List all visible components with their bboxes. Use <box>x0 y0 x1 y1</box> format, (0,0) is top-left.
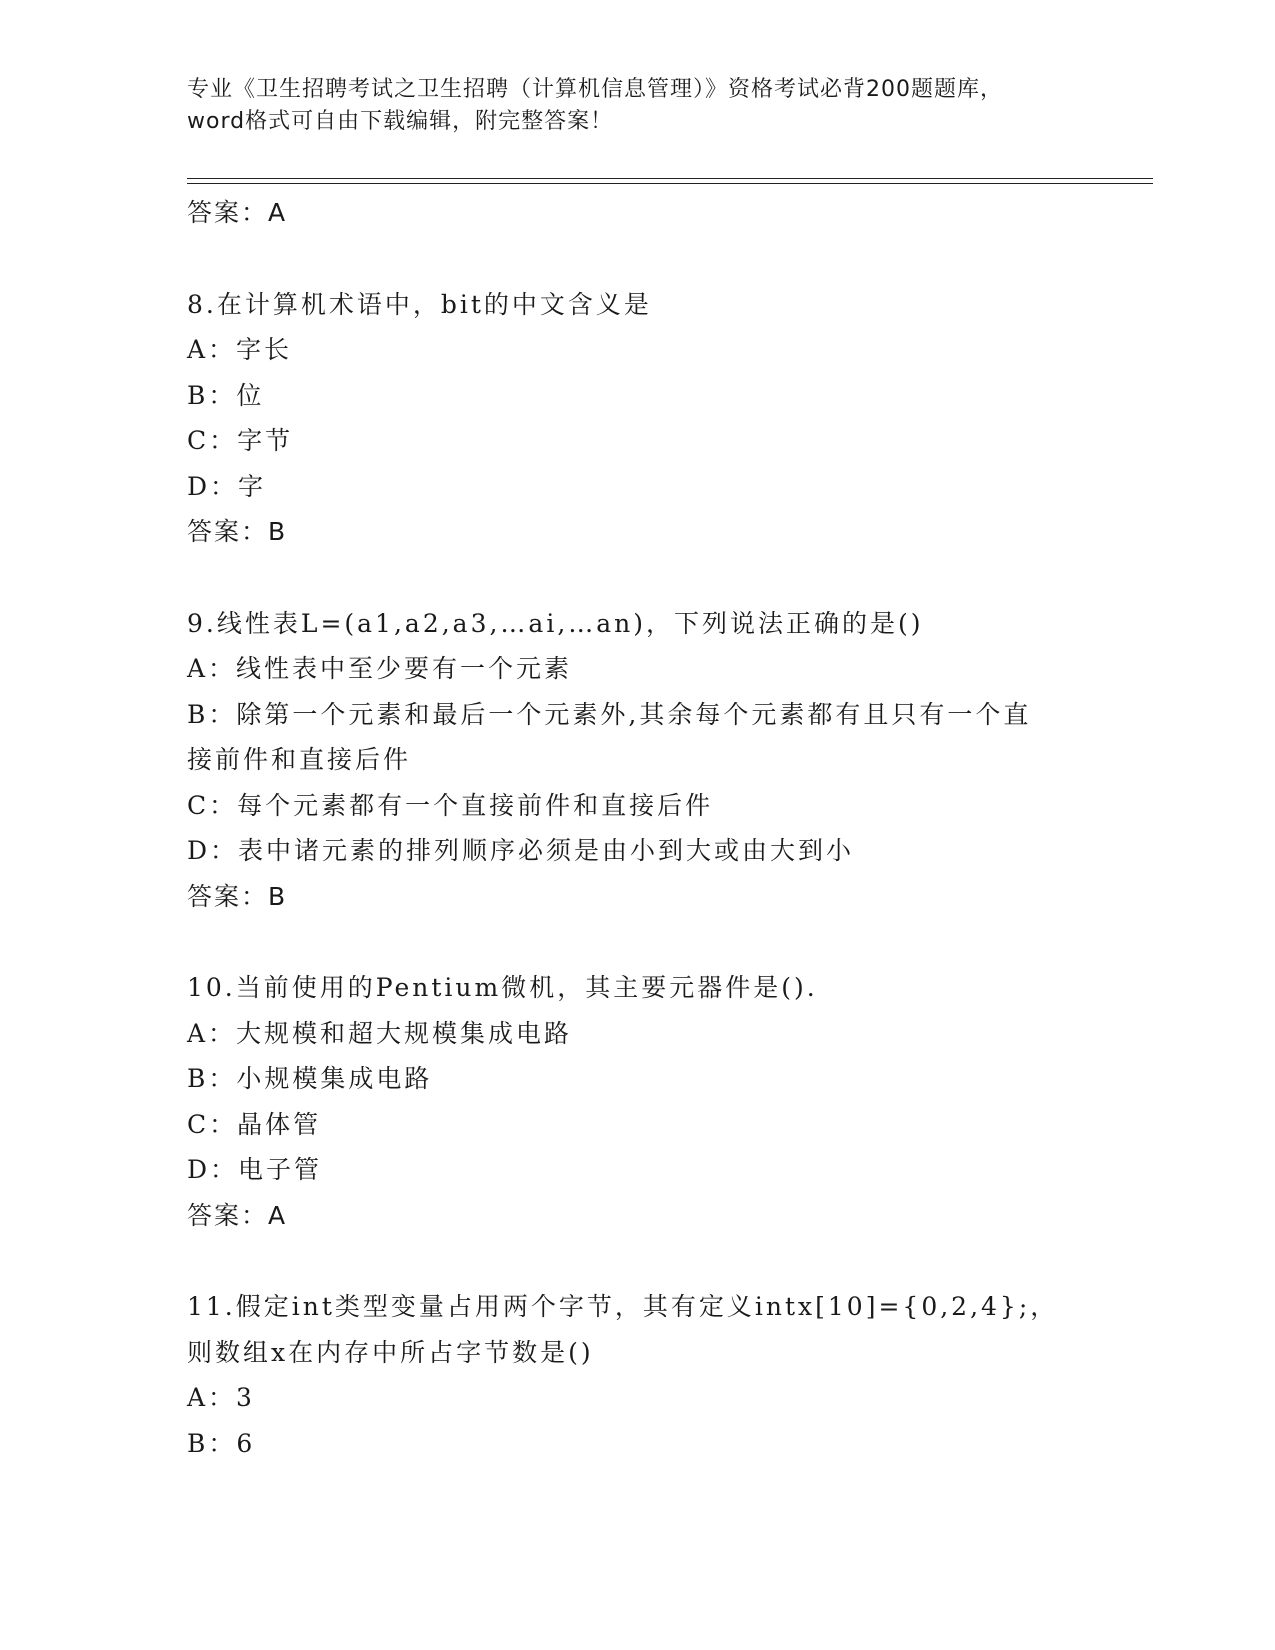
question-item <box>187 965 1107 1238</box>
question-item <box>187 601 1107 920</box>
answer-line: 答案：B <box>187 517 288 546</box>
answer-line: 答案：A <box>187 198 288 227</box>
option-text: D：表中诸元素的排列顺序必须是由小到大或由大到小 <box>187 836 855 865</box>
option-text: C：每个元素都有一个直接前件和直接后件 <box>187 790 714 820</box>
header-divider-top <box>187 178 1153 179</box>
option-text: A：字长 <box>187 335 293 364</box>
option-text: B：除第一个元素和最后一个元素外,其余每个元素都有且只有一个直 <box>187 699 1032 729</box>
option-text: D：字 <box>187 471 267 501</box>
option-text: C：晶体管 <box>187 1109 322 1139</box>
answer-line: 答案：B <box>187 881 288 911</box>
option-text: A：线性表中至少要有一个元素 <box>187 654 573 683</box>
question-item <box>187 282 1107 555</box>
option-text: 接前件和直接后件 <box>187 745 412 774</box>
option-text: A：3 <box>187 1383 255 1412</box>
header-divider-bottom <box>187 183 1153 184</box>
question-stem: 11.假定int类型变量占用两个字节，其有定义intx[10]={0,2,4};， <box>187 1292 1059 1321</box>
answer-line: 答案：A <box>187 1200 288 1230</box>
option-text: B：小规模集成电路 <box>187 1064 433 1093</box>
question-stem: 8.在计算机术语中，bit的中文含义是 <box>187 289 652 319</box>
header-title-line-2: word格式可自由下载编辑，附完整答案！ <box>187 109 614 134</box>
question-item <box>187 1284 1107 1466</box>
question-list <box>187 190 1107 1466</box>
option-text: C：字节 <box>187 426 294 455</box>
question-stem: 则数组x在内存中所占字节数是() <box>187 1337 594 1367</box>
option-text: B：6 <box>187 1428 256 1458</box>
question-stem: 9.线性表L=(a1,a2,a3,…ai,…an)，下列说法正确的是() <box>187 608 924 638</box>
header-title-line-1: 专业《卫生招聘考试之卫生招聘（计算机信息管理）》资格考试必背200题题库， <box>187 77 1003 102</box>
option-text: B：位 <box>187 380 265 410</box>
option-text: D：电子管 <box>187 1155 323 1184</box>
question-stem: 10.当前使用的Pentium微机，其主要元器件是(). <box>187 973 818 1002</box>
option-text: A：大规模和超大规模集成电路 <box>187 1018 573 1048</box>
document-header <box>187 74 1087 138</box>
questions-container <box>187 282 1107 1467</box>
